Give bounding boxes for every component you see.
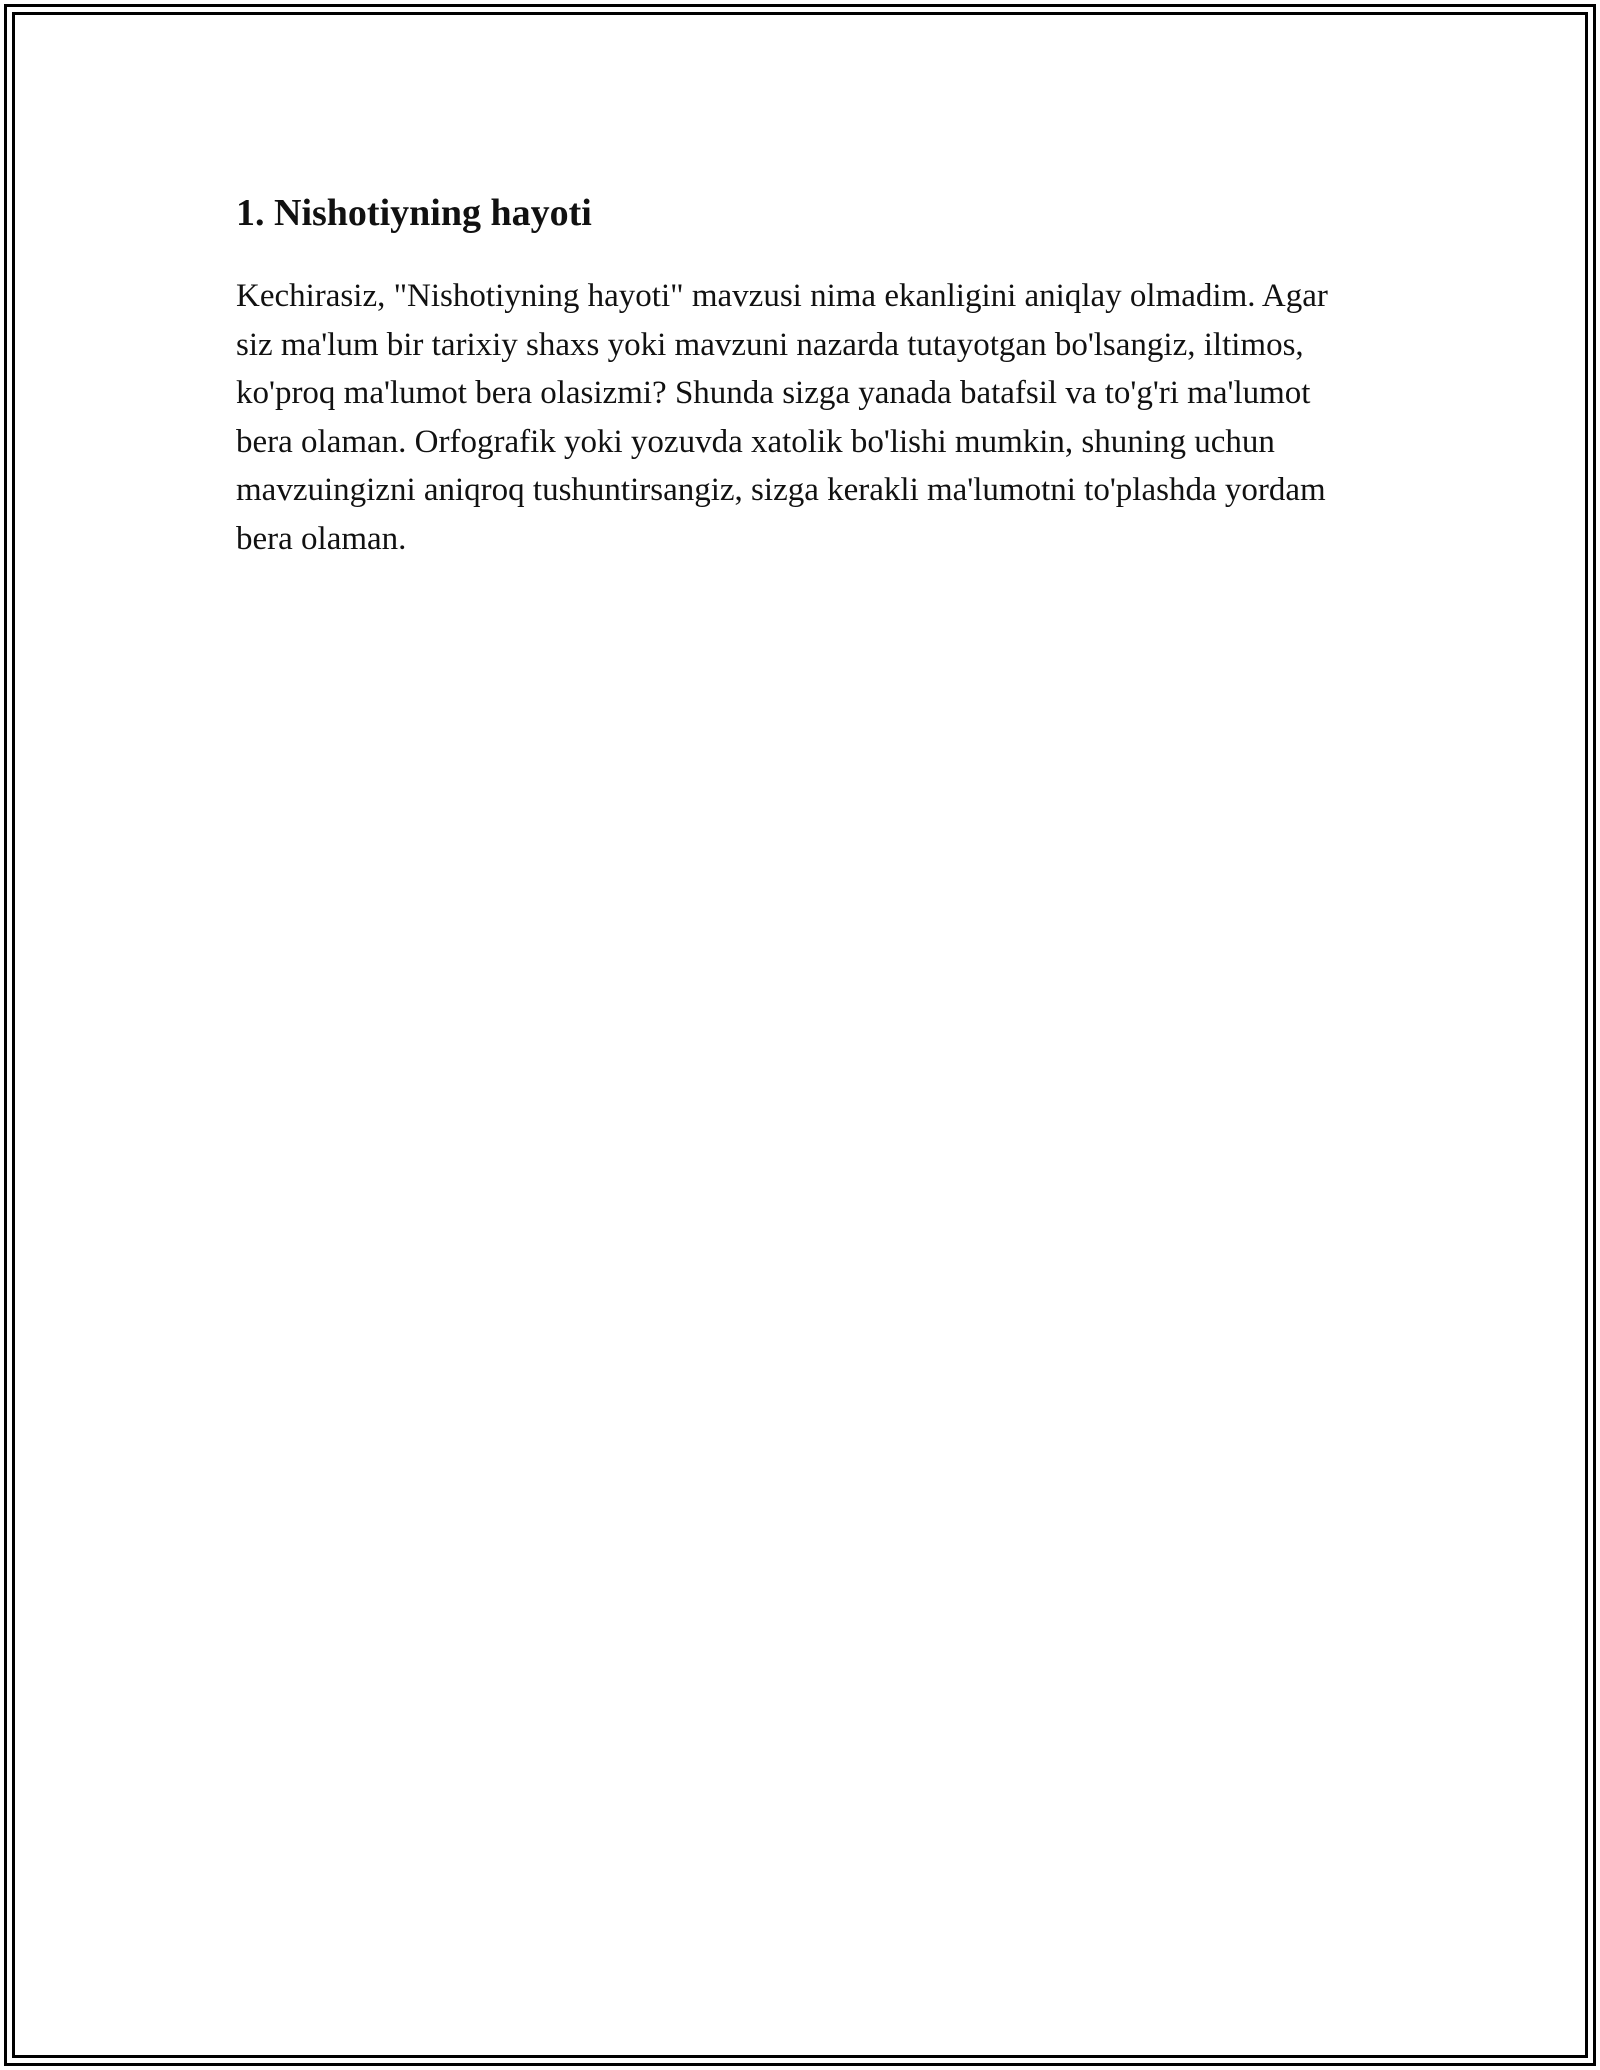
- section-paragraph: Kechirasiz, "Nishotiyning hayoti" mavzusi nima ekanligini aniqlay olmadim. Agar siz ma'lum bir tarixiy shaxs yoki mavzuni nazarda tutayotgan bo'lsangiz, iltimos, ko'proq ma'lumot bera olasizmi? Shunda sizga yanada batafsil va to'g'ri ma'lumot bera olaman. Orfografik yoki yozuvda xatolik bo'lishi mumkin, shuning uchun mavzuingizni aniqroq tushuntirsangiz, sizga kerakli ma'lumotni to'plashda yordam bera olaman.: [236, 278, 1328, 557]
- document-content: [236, 188, 1346, 563]
- section-heading: 1. Nishotiyning hayoti: [236, 192, 592, 234]
